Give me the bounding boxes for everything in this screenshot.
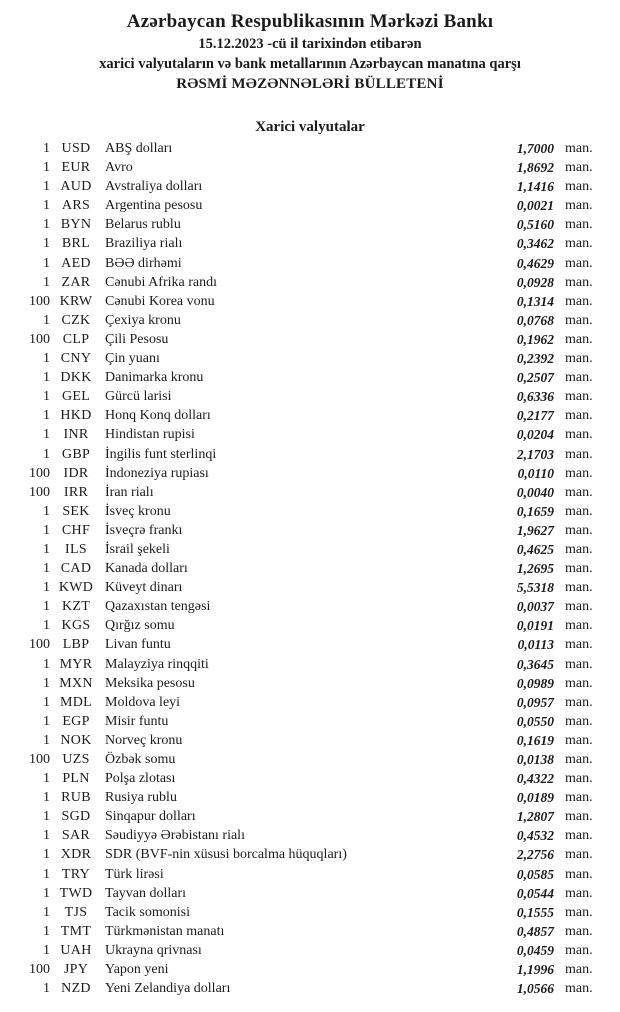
row-code: KRW [59, 293, 93, 309]
row-rate: 0,2507 [516, 370, 554, 386]
row-code: CNY [60, 351, 92, 367]
row-qty: 100 [29, 484, 50, 500]
row-currency-name: Norveç kronu [105, 732, 183, 748]
row-code: TRY [61, 866, 91, 882]
rate-row [0, 215, 597, 234]
row-qty: 1 [43, 694, 50, 710]
row-unit: man. [565, 580, 593, 596]
row-code: EGP [62, 713, 90, 729]
row-unit: man. [565, 732, 593, 748]
row-rate: 0,0957 [516, 694, 554, 710]
row-rate: 0,0550 [516, 713, 554, 729]
row-rate: 0,3462 [516, 236, 554, 252]
row-unit: man. [565, 713, 593, 729]
row-code: DKK [60, 370, 92, 386]
row-rate: 0,0585 [516, 866, 554, 882]
row-currency-name: Ukrayna qrivnası [105, 942, 202, 958]
row-code: MDL [59, 694, 92, 710]
row-rate: 1,7000 [516, 141, 554, 156]
row-qty: 1 [43, 847, 50, 863]
bulletin-header [0, 0, 620, 95]
rate-row [0, 425, 597, 444]
rate-row [0, 406, 597, 425]
row-currency-name: Gürcü larisi [105, 389, 172, 405]
rate-row [0, 979, 597, 998]
row-currency-name: SDR (BVF-nin xüsusi borcalma hüquqları) [105, 847, 347, 863]
row-currency-name: Kanada dolları [105, 561, 188, 577]
row-unit: man. [565, 484, 593, 500]
section-title-foreign-currencies: Xarici valyutalar [255, 119, 365, 135]
row-rate: 0,1555 [516, 904, 554, 920]
row-currency-name: Türkmənistan manatı [105, 923, 225, 939]
row-rate: 0,4857 [516, 923, 554, 939]
row-rate: 0,0544 [516, 885, 554, 901]
rate-row [0, 464, 597, 483]
rate-row [0, 712, 597, 731]
row-unit: man. [565, 694, 593, 710]
row-unit: man. [565, 217, 593, 233]
row-rate: 0,0928 [516, 274, 554, 290]
row-code: ZAR [61, 274, 91, 290]
row-qty: 1 [43, 599, 50, 615]
row-currency-name: BƏƏ dirhəmi [105, 255, 182, 271]
row-rate: 0,3645 [516, 656, 554, 672]
row-code: SGD [61, 809, 91, 825]
row-qty: 1 [43, 923, 50, 939]
row-currency-name: İsrail şekeli [105, 541, 170, 557]
row-unit: man. [565, 962, 593, 978]
rate-row [0, 445, 597, 464]
row-qty: 100 [29, 293, 50, 309]
row-qty: 1 [43, 370, 50, 386]
row-unit: man. [565, 981, 593, 997]
row-rate: 0,0191 [516, 618, 554, 634]
row-currency-name: Çili Pesosu [105, 331, 169, 347]
rate-row [0, 177, 597, 196]
row-rate: 0,4629 [516, 255, 554, 271]
row-code: SAR [61, 828, 91, 844]
rate-row [0, 483, 597, 502]
row-unit: man. [565, 293, 593, 309]
row-unit: man. [565, 141, 593, 156]
row-rate: 0,4322 [516, 771, 554, 787]
row-currency-name: İsveçrə frankı [105, 522, 183, 538]
row-qty: 1 [43, 255, 50, 271]
row-unit: man. [565, 656, 593, 672]
row-unit: man. [565, 160, 593, 176]
rate-row [0, 254, 597, 273]
row-currency-name: Meksika pesosu [105, 675, 195, 691]
row-qty: 1 [43, 141, 50, 156]
row-qty: 100 [29, 637, 50, 653]
row-rate: 0,0989 [516, 675, 554, 691]
rate-row [0, 922, 597, 941]
row-rate: 0,0189 [516, 790, 554, 806]
row-code: ILS [65, 541, 87, 557]
row-qty: 1 [43, 618, 50, 634]
row-qty: 100 [29, 331, 50, 347]
row-unit: man. [565, 198, 593, 214]
row-qty: 1 [43, 675, 50, 691]
row-unit: man. [565, 389, 593, 405]
row-code: TJS [64, 904, 88, 920]
rate-row [0, 578, 597, 597]
row-code: IDR [63, 465, 89, 481]
row-rate: 1,1416 [516, 179, 554, 195]
row-currency-name: İngilis funt sterlinqi [105, 446, 217, 462]
row-code: XDR [60, 847, 92, 863]
row-qty: 1 [43, 179, 50, 195]
rate-row [0, 826, 597, 845]
row-unit: man. [565, 675, 593, 691]
rate-row [0, 597, 597, 616]
rate-row [0, 368, 597, 387]
row-qty: 1 [43, 561, 50, 577]
row-qty: 1 [43, 236, 50, 252]
rate-row [0, 731, 597, 750]
row-rate: 1,0566 [516, 981, 554, 997]
rate-row [0, 674, 597, 693]
row-unit: man. [565, 599, 593, 615]
row-unit: man. [565, 923, 593, 939]
row-code: BRL [61, 236, 91, 252]
row-code: EUR [61, 160, 91, 176]
rate-row [0, 750, 597, 769]
rate-row [0, 655, 597, 674]
rate-row [0, 616, 597, 635]
row-rate: 1,1996 [516, 962, 554, 978]
row-rate: 1,9627 [516, 522, 554, 538]
row-qty: 1 [43, 809, 50, 825]
row-rate: 0,4625 [516, 541, 554, 557]
row-rate: 0,0037 [516, 599, 554, 615]
row-unit: man. [565, 408, 593, 424]
rate-row [0, 559, 597, 578]
rate-row [0, 330, 597, 349]
row-rate: 0,1659 [516, 503, 554, 519]
row-qty: 1 [43, 351, 50, 367]
row-currency-name: Avro [105, 160, 133, 176]
row-currency-name: İran rialı [105, 484, 154, 500]
row-qty: 1 [43, 790, 50, 806]
rate-row [0, 960, 597, 979]
row-qty: 100 [29, 962, 50, 978]
row-unit: man. [565, 637, 593, 653]
row-unit: man. [565, 561, 593, 577]
rate-row [0, 502, 597, 521]
row-unit: man. [565, 522, 593, 538]
row-unit: man. [565, 904, 593, 920]
row-rate: 2,1703 [516, 446, 554, 462]
row-qty: 1 [43, 522, 50, 538]
rate-row [0, 769, 597, 788]
row-currency-name: Braziliya rialı [105, 236, 183, 252]
row-rate: 0,5160 [516, 217, 554, 233]
bulletin-title: RƏSMİ MƏZƏNNƏLƏRİ BÜLLETENİ [176, 76, 444, 92]
row-code: BYN [60, 217, 92, 233]
row-currency-name: Səudiyyə Ərəbistanı rialı [105, 828, 245, 844]
row-rate: 0,6336 [516, 389, 554, 405]
row-currency-name: Özbək somu [105, 752, 176, 767]
row-unit: man. [565, 828, 593, 844]
row-qty: 100 [29, 752, 50, 767]
row-unit: man. [565, 847, 593, 863]
row-code: CZK [61, 312, 91, 328]
row-qty: 1 [43, 580, 50, 596]
row-unit: man. [565, 427, 593, 443]
row-currency-name: Moldova leyi [105, 694, 181, 710]
rate-row [0, 693, 597, 712]
row-rate: 0,1314 [516, 293, 554, 309]
subject-line: xarici valyutaların və bank metallarının Azərbaycan manatına qarşı [99, 56, 521, 72]
row-unit: man. [565, 274, 593, 290]
row-currency-name: Rusiya rublu [105, 790, 177, 806]
row-rate: 0,0113 [517, 637, 554, 653]
row-rate: 0,2177 [516, 408, 554, 424]
row-unit: man. [565, 351, 593, 367]
row-code: ARS [61, 198, 91, 214]
bank-name-title: Azərbaycan Respublikasının Mərkəzi Bankı [126, 11, 494, 32]
row-code: CHF [61, 522, 91, 538]
row-code: CAD [60, 561, 92, 577]
row-code: AED [61, 255, 91, 271]
row-unit: man. [565, 255, 593, 271]
row-currency-name: Qazaxıstan tengəsi [105, 599, 211, 615]
row-code: RUB [61, 790, 91, 806]
row-currency-name: Türk lirəsi [105, 866, 164, 882]
row-qty: 1 [43, 904, 50, 920]
row-unit: man. [565, 446, 593, 462]
row-rate: 0,0040 [516, 484, 554, 500]
row-currency-name: Belarus rublu [105, 217, 181, 233]
row-code: IRR [63, 484, 89, 500]
row-unit: man. [565, 866, 593, 882]
rate-row [0, 540, 597, 559]
row-code: AUD [60, 179, 92, 195]
row-rate: 0,4532 [516, 828, 554, 844]
effective-date-line: 15.12.2023 -cü il tarixindən etibarən [198, 36, 422, 52]
row-code: HKD [60, 408, 92, 424]
row-currency-name: Hindistan rupisi [105, 427, 195, 443]
row-qty: 1 [43, 408, 50, 424]
row-code: JPY [63, 962, 89, 978]
rate-row [0, 845, 597, 864]
row-qty: 1 [43, 656, 50, 672]
row-qty: 1 [43, 446, 50, 462]
rate-row [0, 273, 597, 292]
row-currency-name: Yeni Zelandiya dolları [105, 981, 231, 997]
row-qty: 1 [43, 217, 50, 233]
row-unit: man. [565, 885, 593, 901]
row-rate: 1,2807 [516, 809, 554, 825]
row-unit: man. [565, 503, 593, 519]
row-code: GEL [61, 389, 91, 405]
row-qty: 1 [43, 885, 50, 901]
row-unit: man. [565, 790, 593, 806]
rate-row [0, 884, 597, 903]
row-code: INR [63, 427, 89, 443]
row-unit: man. [565, 752, 593, 767]
row-unit: man. [565, 771, 593, 787]
row-unit: man. [565, 179, 593, 195]
row-code: TWD [59, 885, 93, 901]
rate-row [0, 635, 597, 654]
row-qty: 1 [43, 732, 50, 748]
row-code: USD [61, 141, 91, 156]
row-unit: man. [565, 618, 593, 634]
row-qty: 1 [43, 274, 50, 290]
rate-row [0, 903, 597, 922]
row-code: MXN [59, 675, 93, 691]
row-code: PLN [62, 771, 90, 787]
row-code: NZD [61, 981, 91, 997]
row-currency-name: Polşa zlotası [105, 771, 176, 787]
row-currency-name: Çexiya kronu [105, 312, 181, 328]
rate-row [0, 387, 597, 406]
row-qty: 1 [43, 160, 50, 176]
row-code: LBP [62, 637, 90, 653]
row-currency-name: Livan funtu [105, 637, 171, 653]
rate-row [0, 941, 597, 960]
row-rate: 1,8692 [516, 160, 554, 176]
row-code: UAH [60, 942, 92, 958]
row-currency-name: Argentina pesosu [105, 198, 203, 214]
row-unit: man. [565, 465, 593, 481]
row-currency-name: Misir funtu [105, 713, 169, 729]
rates-table [0, 139, 597, 998]
row-code: KZT [61, 599, 91, 615]
row-rate: 0,2392 [516, 351, 554, 367]
row-currency-name: ABŞ dolları [105, 141, 173, 156]
row-currency-name: Cənubi Korea vonu [105, 293, 215, 309]
row-code: SEK [62, 503, 90, 519]
row-unit: man. [565, 541, 593, 557]
row-currency-name: Tacik somonisi [105, 904, 190, 920]
rate-row [0, 349, 597, 368]
rate-row [0, 234, 597, 253]
row-currency-name: Küveyt dinarı [105, 580, 183, 596]
row-unit: man. [565, 236, 593, 252]
rate-row [0, 788, 597, 807]
row-unit: man. [565, 942, 593, 958]
row-qty: 1 [43, 198, 50, 214]
rate-row [0, 807, 597, 826]
row-qty: 1 [43, 427, 50, 443]
rate-row [0, 311, 597, 330]
row-rate: 0,0204 [516, 427, 554, 443]
row-code: CLP [62, 331, 90, 347]
row-rate: 2,2756 [516, 847, 554, 863]
row-code: MYR [59, 656, 93, 672]
row-qty: 100 [29, 465, 50, 481]
row-rate: 1,2695 [516, 561, 554, 577]
row-unit: man. [565, 370, 593, 386]
row-rate: 0,0768 [516, 312, 554, 328]
row-qty: 1 [43, 942, 50, 958]
row-currency-name: Danimarka kronu [105, 370, 204, 386]
row-rate: 0,1619 [516, 732, 554, 748]
rate-row [0, 196, 597, 215]
row-qty: 1 [43, 503, 50, 519]
row-unit: man. [565, 331, 593, 347]
row-code: GBP [61, 446, 91, 462]
row-qty: 1 [43, 389, 50, 405]
rate-row [0, 139, 597, 158]
row-rate: 0,0021 [516, 198, 554, 214]
rate-row [0, 865, 597, 884]
row-rate: 5,5318 [516, 580, 554, 596]
row-code: UZS [62, 752, 90, 767]
row-currency-name: Qırğız somu [105, 618, 175, 634]
rate-row [0, 521, 597, 540]
row-qty: 1 [43, 312, 50, 328]
rate-row [0, 158, 597, 177]
row-qty: 1 [43, 541, 50, 557]
row-rate: 0,0110 [517, 465, 554, 481]
row-code: KWD [58, 580, 94, 596]
row-currency-name: Çin yuanı [105, 351, 160, 367]
row-currency-name: İsveç kronu [105, 503, 171, 519]
row-qty: 1 [43, 828, 50, 844]
rate-row [0, 292, 597, 311]
row-code: TMT [60, 923, 92, 939]
row-currency-name: Avstraliya dolları [105, 179, 203, 195]
row-currency-name: Tayvan dolları [105, 885, 187, 901]
row-currency-name: Cənubi Afrika randı [105, 274, 217, 290]
row-qty: 1 [43, 771, 50, 787]
row-currency-name: İndoneziya rupiası [105, 465, 209, 481]
row-currency-name: Malayziya rinqqiti [105, 656, 209, 672]
row-qty: 1 [43, 981, 50, 997]
row-code: NOK [60, 732, 92, 748]
row-currency-name: Yapon yeni [105, 962, 169, 978]
row-rate: 0,0459 [516, 942, 554, 958]
row-currency-name: Sinqapur dolları [105, 809, 196, 825]
row-rate: 0,0138 [516, 752, 554, 767]
row-qty: 1 [43, 866, 50, 882]
row-qty: 1 [43, 713, 50, 729]
row-rate: 0,1962 [516, 331, 554, 347]
row-unit: man. [565, 809, 593, 825]
row-unit: man. [565, 312, 593, 328]
row-code: KGS [61, 618, 91, 634]
row-currency-name: Honq Konq dolları [105, 408, 211, 424]
